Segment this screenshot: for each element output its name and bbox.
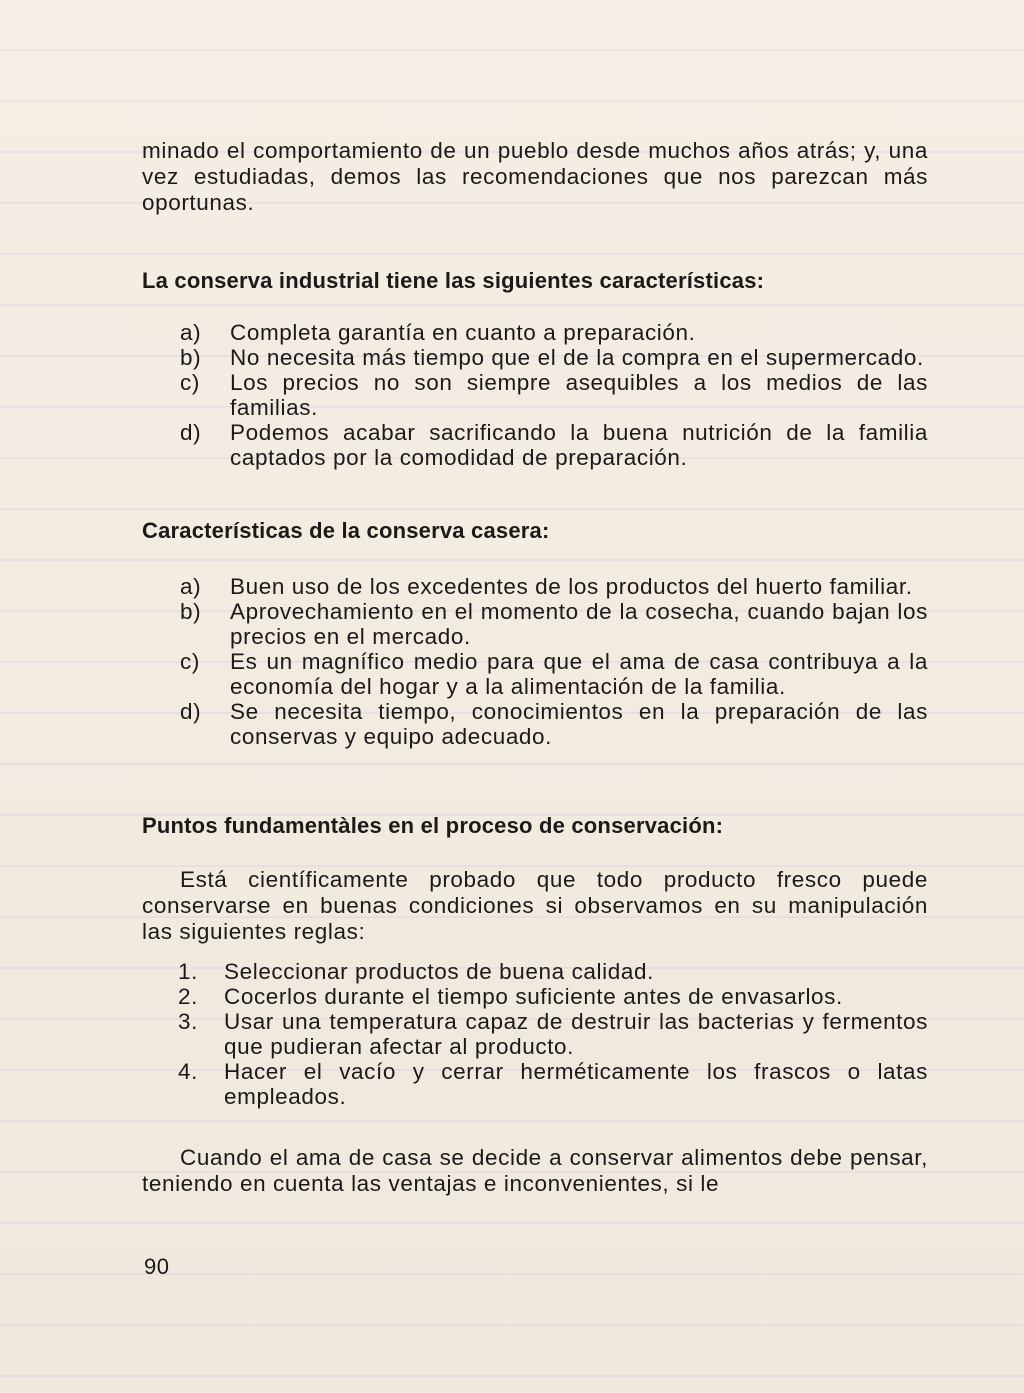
list-item — [142, 574, 928, 599]
list-marker: a) — [180, 320, 202, 345]
list-marker: a) — [180, 574, 202, 599]
list-item-text: No necesita más tiempo que el de la compra en el supermercado. — [230, 345, 924, 370]
list-item — [142, 649, 928, 699]
list-item-text: Aprovechamiento en el momento de la cosecha, cuando bajan los precios en el mercado. — [230, 599, 928, 649]
list-item — [142, 959, 928, 984]
list-item — [142, 1009, 928, 1059]
list-item — [142, 699, 928, 749]
list-item-text: Seleccionar productos de buena calidad. — [224, 959, 654, 984]
list-marker: 1. — [178, 959, 198, 984]
list-marker: b) — [180, 599, 202, 624]
list-item-text: Los precios no son siempre asequibles a los medios de las familias. — [230, 370, 928, 420]
list-conserva-industrial — [142, 320, 928, 470]
list-item-text: Hacer el vacío y cerrar herméticamente los frascos o latas empleados. — [224, 1059, 928, 1109]
page-number: 90 — [144, 1254, 170, 1279]
list-marker: 3. — [178, 1009, 198, 1034]
list-conserva-casera — [142, 574, 928, 749]
heading-conserva-industrial: La conserva industrial tiene las siguientes características: — [142, 268, 765, 293]
list-marker: c) — [180, 649, 200, 674]
list-marker: d) — [180, 699, 202, 724]
list-item-text: Cocerlos durante el tiempo suficiente antes de envasarlos. — [224, 984, 843, 1009]
list-item-text: Podemos acabar sacrificando la buena nutrición de la familia captados por la comodidad de preparación. — [230, 420, 928, 470]
closing-paragraph: Cuando el ama de casa se decide a conservar alimentos debe pensar, teniendo en cuenta las ventajas e inconvenientes, si le — [142, 1145, 928, 1196]
list-item-text: Completa garantía en cuanto a preparación. — [230, 320, 696, 345]
intro-paragraph: minado el comportamiento de un pueblo desde muchos años atrás; y, una vez estudiadas, demos las recomendaciones que nos parezcan más oportunas. — [142, 138, 928, 215]
list-item-text: Usar una temperatura capaz de destruir las bacterias y fermentos que pudieran afectar al producto. — [224, 1009, 928, 1059]
list-item-text: Se necesita tiempo, conocimientos en la preparación de las conservas y equipo adecuado. — [230, 699, 928, 749]
list-reglas — [142, 959, 928, 1109]
list-item — [142, 599, 928, 649]
list-item — [142, 370, 928, 420]
list-item-text: Es un magnífico medio para que el ama de casa contribuya a la economía del hogar y a la alimentación de la familia. — [230, 649, 928, 699]
list-marker: c) — [180, 370, 200, 395]
list-item — [142, 984, 928, 1009]
list-marker: 4. — [178, 1059, 198, 1084]
heading-conserva-casera: Características de la conserva casera: — [142, 518, 550, 543]
list-item-text: Buen uso de los excedentes de los productos del huerto familiar. — [230, 574, 913, 599]
list-item — [142, 345, 928, 370]
page-content — [142, 138, 928, 1197]
list-marker: b) — [180, 345, 202, 370]
list-item — [142, 320, 928, 345]
list-marker: d) — [180, 420, 202, 445]
puntos-intro-paragraph: Está científicamente probado que todo producto fresco puede conservarse en buenas condiciones si observamos en su manipulación las siguientes reglas: — [142, 867, 928, 944]
heading-puntos-fundamentales: Puntos fundamentàles en el proceso de conservación: — [142, 813, 724, 838]
list-marker: 2. — [178, 984, 198, 1009]
list-item — [142, 420, 928, 470]
list-item — [142, 1059, 928, 1109]
